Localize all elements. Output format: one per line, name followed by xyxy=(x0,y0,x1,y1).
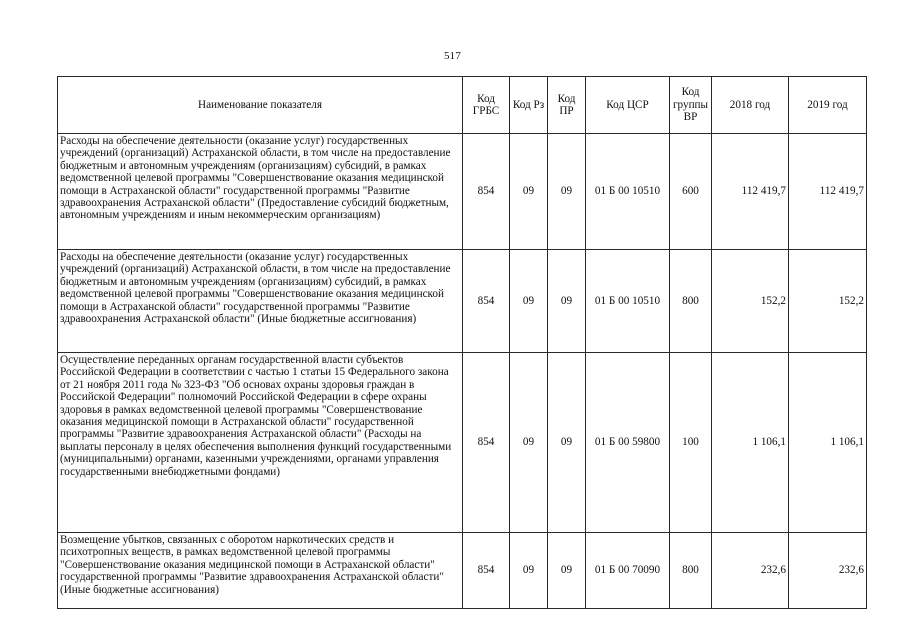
row-name-cell: Возмещение убытков, связанных с оборотом наркотических средств и психотропных веществ, в рамках ведомственной целевой программы "Совершенствование оказания медицинской помощи в Астраханской области" государственной программы "Развитие здравоохранения Астраханской области" (Иные бюджетные ассигнования) xyxy=(58,533,463,609)
column-header-csr: Код ЦСР xyxy=(586,77,670,134)
table-body xyxy=(58,134,867,609)
row-2018-cell: 1 106,1 xyxy=(712,353,789,533)
row-2019-cell: 112 419,7 xyxy=(789,134,867,250)
row-grbs-cell: 854 xyxy=(463,533,510,609)
row-2019-cell: 232,6 xyxy=(789,533,867,609)
row-vr-cell: 800 xyxy=(670,533,712,609)
row-name-cell: Расходы на обеспечение деятельности (оказание услуг) государственных учреждений (организаций) Астраханской области, в том числе на предоставление бюджетным и автономным учреждениям (организациям) субсидий, в рамках ведомственной целевой программы "Совершенствование оказания медицинской помощи в Астраханской области" государственной программы "Развитие здравоохранения Астраханской области" (Предоставление субсидий бюджетным, автономным учреждениям и иным некоммерческим организациям) xyxy=(58,134,463,250)
row-name-cell: Расходы на обеспечение деятельности (оказание услуг) государственных учреждений (организаций) Астраханской области, в том числе на предоставление бюджетным и автономным учреждениям (организациям) субсидий, в рамках ведомственной целевой программы "Совершенствование оказания медицинской помощи в Астраханской области" государственной программы "Развитие здравоохранения Астраханской области" (Иные бюджетные ассигнования) xyxy=(58,250,463,353)
column-header-grbs: Код ГРБС xyxy=(463,77,510,134)
table-header xyxy=(58,77,867,134)
column-header-name: Наименование показателя xyxy=(58,77,463,134)
column-header-vr: Код группы ВР xyxy=(670,77,712,134)
row-pr-cell: 09 xyxy=(548,353,586,533)
table-row xyxy=(58,134,867,250)
page-number: 517 xyxy=(443,50,462,62)
row-csr-cell: 01 Б 00 10510 xyxy=(586,134,670,250)
row-rz-cell: 09 xyxy=(510,134,548,250)
row-pr-cell: 09 xyxy=(548,134,586,250)
row-vr-cell: 800 xyxy=(670,250,712,353)
table-row xyxy=(58,353,867,533)
row-csr-cell: 01 Б 00 70090 xyxy=(586,533,670,609)
row-grbs-cell: 854 xyxy=(463,353,510,533)
table-row xyxy=(58,250,867,353)
column-header-2018: 2018 год xyxy=(712,77,789,134)
row-name-cell: Осуществление переданных органам государственной власти субъектов Российской Федерации в соответствии с частью 1 статьи 15 Федерального закона от 21 ноября 2011 года № 323-ФЗ "Об основах охраны здоровья граждан в Российской Федерации" полномочий Российской Федерации в сфере охраны здоровья в рамках ведомственной целевой программы "Совершенствование оказания медицинской помощи в Астраханской области" государственной программы "Развитие здравоохранения Астраханской области" (Расходы на выплаты персоналу в целях обеспечения выполнения функций государственными (муниципальными) органами, казенными учреждениями, органами управления государственными внебюджетными фондами) xyxy=(58,353,463,533)
row-rz-cell: 09 xyxy=(510,353,548,533)
column-header-2019: 2019 год xyxy=(789,77,867,134)
row-grbs-cell: 854 xyxy=(463,134,510,250)
row-vr-cell: 600 xyxy=(670,134,712,250)
row-2019-cell: 1 106,1 xyxy=(789,353,867,533)
column-header-pr: Код ПР xyxy=(548,77,586,134)
row-csr-cell: 01 Б 00 10510 xyxy=(586,250,670,353)
row-vr-cell: 100 xyxy=(670,353,712,533)
row-rz-cell: 09 xyxy=(510,533,548,609)
row-pr-cell: 09 xyxy=(548,250,586,353)
table-row xyxy=(58,533,867,609)
row-2018-cell: 152,2 xyxy=(712,250,789,353)
header-row xyxy=(58,77,867,134)
row-pr-cell: 09 xyxy=(548,533,586,609)
row-csr-cell: 01 Б 00 59800 xyxy=(586,353,670,533)
column-header-rz: Код Рз xyxy=(510,77,548,134)
row-2018-cell: 232,6 xyxy=(712,533,789,609)
budget-expenditure-table xyxy=(57,76,867,609)
row-grbs-cell: 854 xyxy=(463,250,510,353)
row-2019-cell: 152,2 xyxy=(789,250,867,353)
row-2018-cell: 112 419,7 xyxy=(712,134,789,250)
row-rz-cell: 09 xyxy=(510,250,548,353)
